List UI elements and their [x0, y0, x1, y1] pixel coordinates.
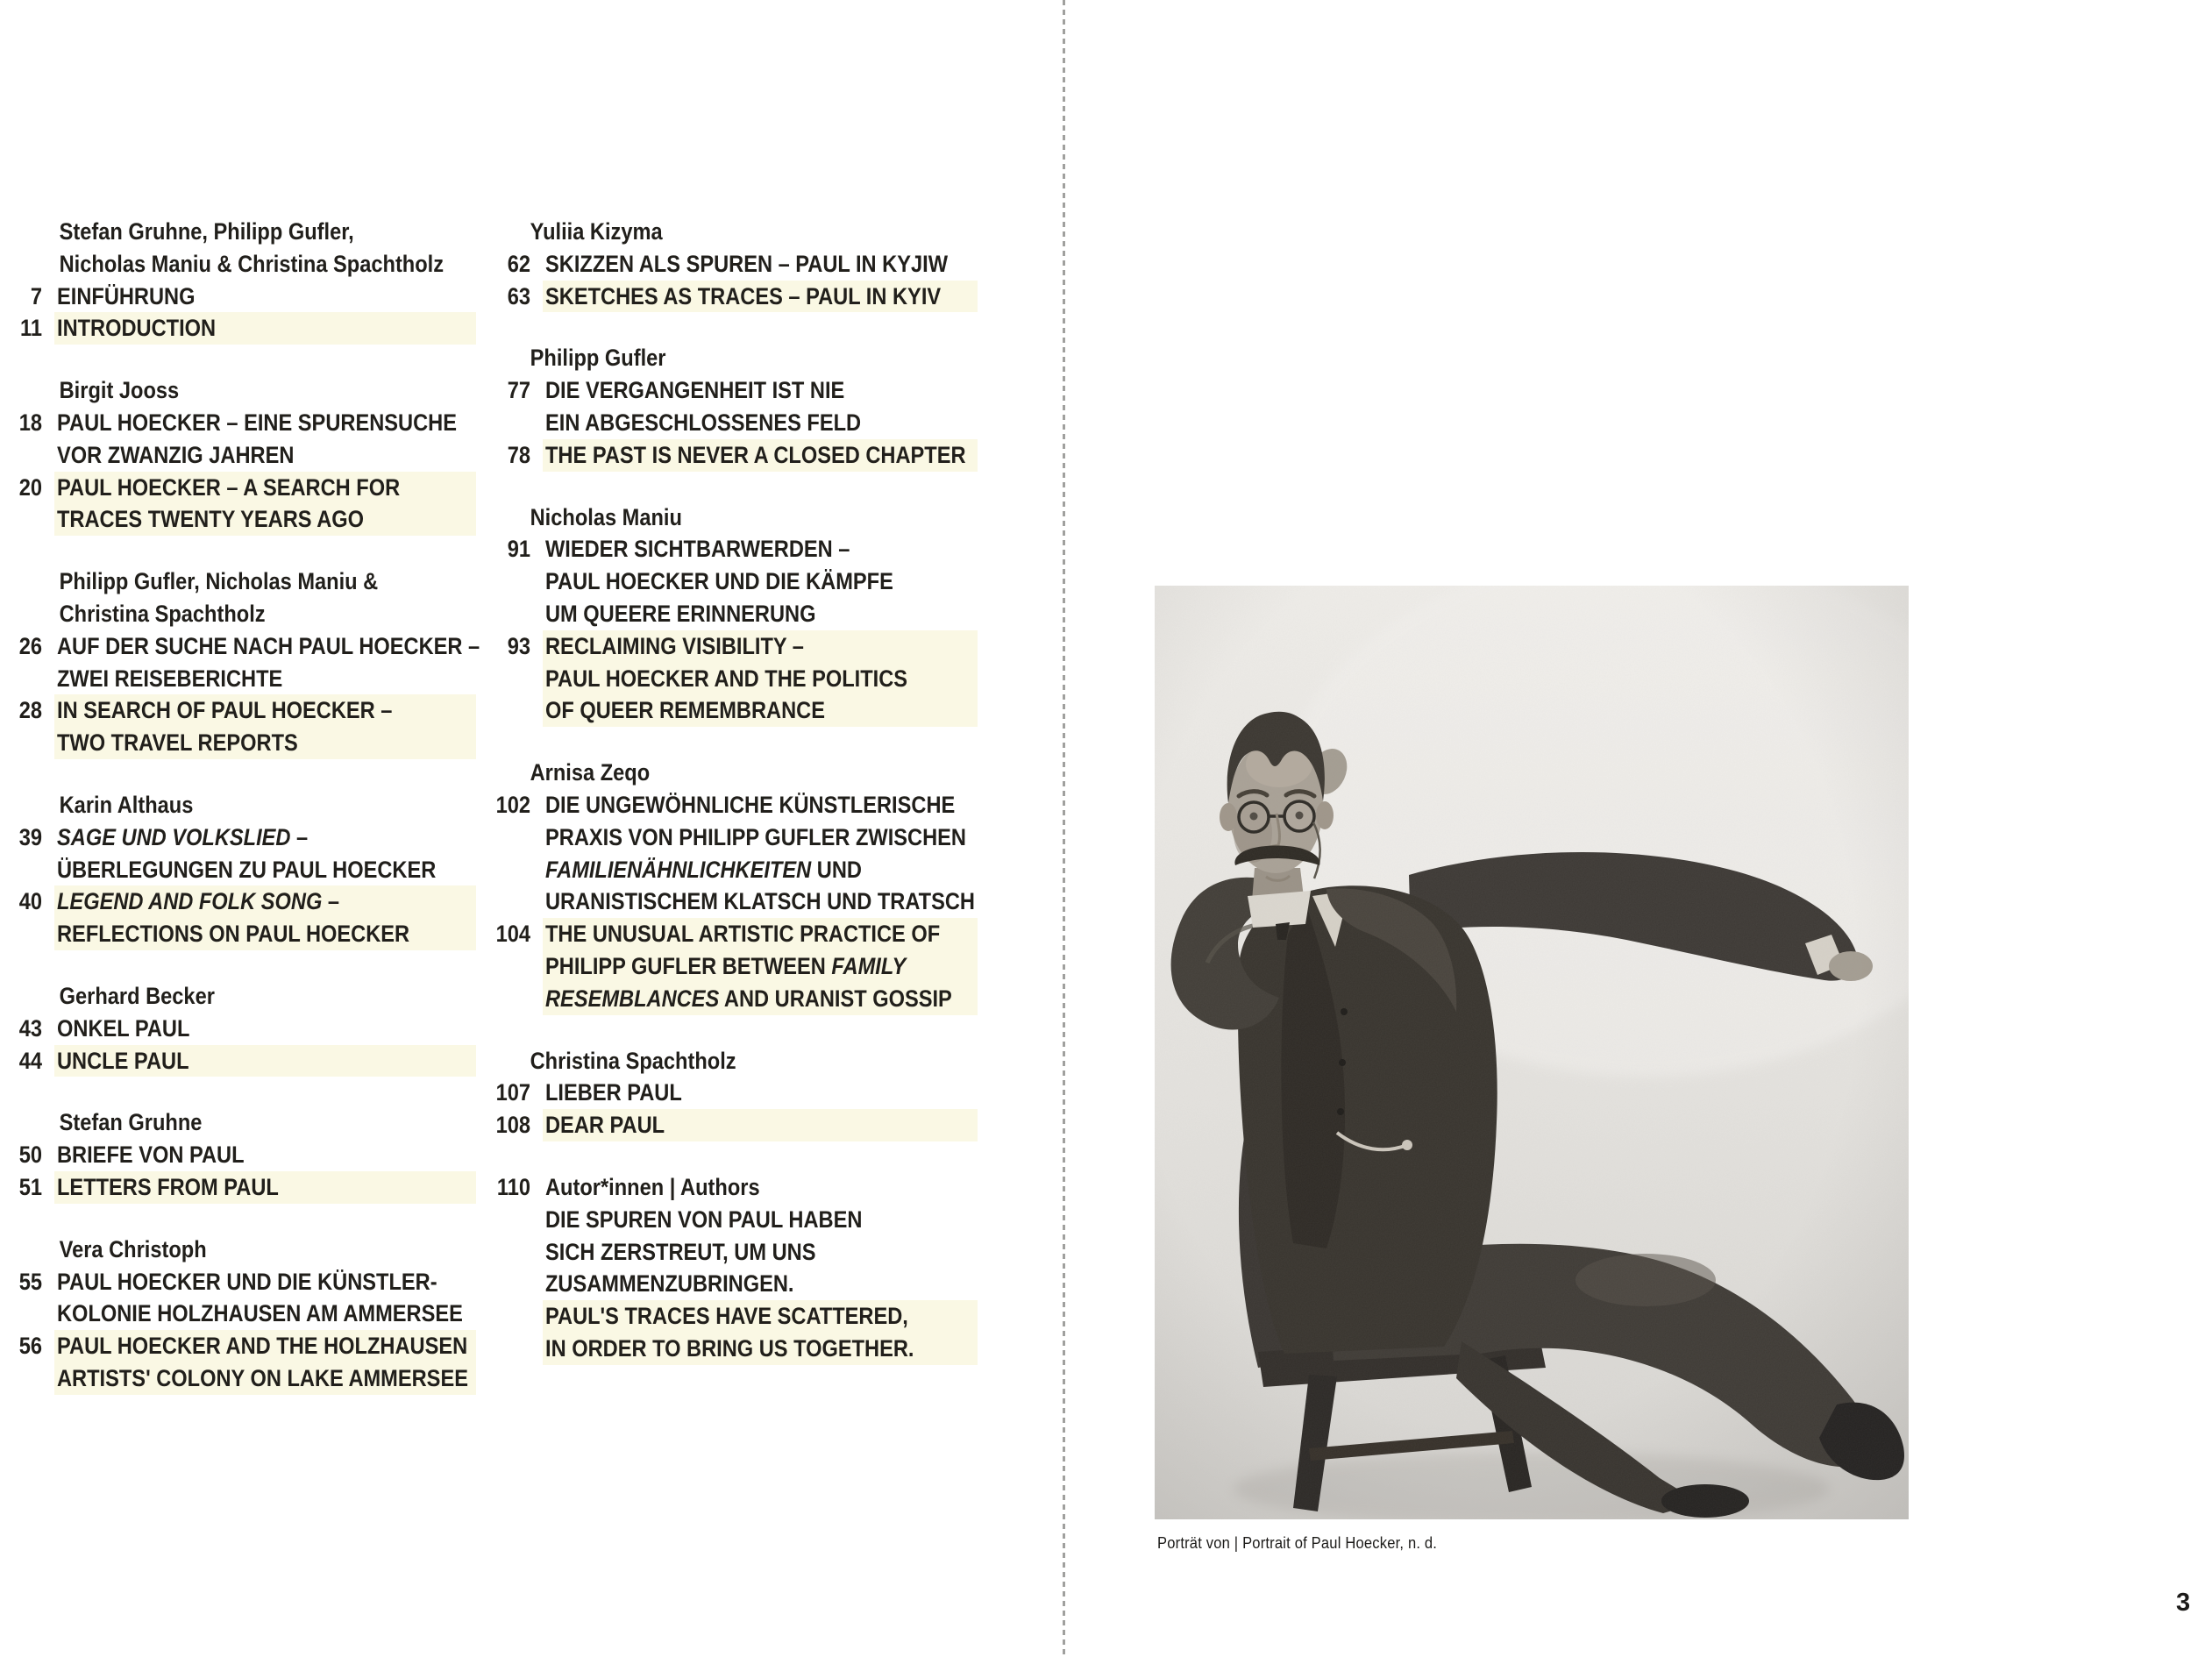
- toc-group: [7, 374, 477, 536]
- toc-title-line: LIEBER PAUL: [545, 1079, 682, 1106]
- toc-title-line: THE UNUSUAL ARTISTIC PRACTICE OF: [545, 921, 941, 948]
- toc-page-number: 7: [30, 282, 42, 309]
- toc-title: [543, 281, 978, 313]
- toc-title-line: ZWEI REISEBERICHTE: [57, 665, 283, 692]
- toc-group: [7, 565, 480, 759]
- toc-title-line: PAUL HOECKER AND THE HOLZHAUSEN: [57, 1333, 468, 1360]
- toc-title-line: ONKEL PAUL: [57, 1014, 190, 1042]
- toc-title: [543, 1077, 978, 1109]
- toc-entry: [7, 407, 477, 472]
- portrait-photo: [1155, 586, 1909, 1519]
- toc-author: Birgit Jooss: [59, 377, 180, 404]
- toc-entry: [478, 374, 979, 439]
- toc-author: Yuliia Kizyma: [530, 218, 663, 245]
- toc-page-number: 39: [18, 823, 42, 850]
- toc-title-line: DIE VERGANGENHEIT IST NIE: [545, 377, 845, 404]
- toc-entry: [7, 821, 477, 886]
- toc-page-number: 77: [507, 377, 530, 404]
- toc-entry: [7, 1013, 477, 1045]
- toc-title-line: PRAXIS VON PHILIPP GUFLER ZWISCHEN: [545, 823, 966, 850]
- toc-page-number: 56: [18, 1333, 42, 1360]
- toc-title-line: ZUSAMMENZUBRINGEN.: [545, 1270, 794, 1298]
- toc-entry: [478, 1109, 979, 1141]
- toc-title: [543, 1109, 978, 1141]
- toc-author: Philipp Gufler, Nicholas Maniu &: [59, 568, 379, 595]
- toc-page-number: 40: [18, 888, 42, 915]
- toc-title-line: DIE UNGEWÖHNLICHE KÜNSTLERISCHE: [545, 791, 956, 818]
- toc-title-line: SICH ZERSTREUT, UM UNS: [545, 1238, 816, 1265]
- toc-title-line: SKETCHES AS TRACES – PAUL IN KYIV: [545, 282, 942, 309]
- toc-column-2: [478, 216, 979, 1395]
- toc-title: [54, 407, 476, 472]
- toc-title-line: OF QUEER REMEMBRANCE: [545, 697, 825, 724]
- toc-group: [478, 757, 979, 1014]
- toc-entry: [7, 885, 477, 950]
- toc-title: [543, 248, 978, 281]
- toc-title-line: EIN ABGESCHLOSSENES FELD: [545, 409, 862, 436]
- toc-entry: [478, 1300, 979, 1365]
- toc-title: [54, 694, 476, 759]
- toc-title-line: PAUL HOECKER AND THE POLITICS: [545, 665, 908, 692]
- toc-title-line: BRIEFE VON PAUL: [57, 1141, 245, 1169]
- toc-title: [54, 1266, 476, 1331]
- toc-entry: [478, 1077, 979, 1109]
- toc-entry: [478, 533, 979, 629]
- toc-title-line: UM QUEERE ERINNERUNG: [545, 600, 816, 627]
- toc-title-line: IN SEARCH OF PAUL HOECKER –: [57, 697, 393, 724]
- toc-title-line: PAUL HOECKER – A SEARCH FOR: [57, 473, 401, 501]
- toc-title-line: URANISTISCHEM KLATSCH UND TRATSCH: [545, 888, 975, 915]
- toc-page-number: 51: [18, 1173, 42, 1200]
- toc-title-line: PAUL HOECKER – EINE SPURENSUCHE: [57, 409, 457, 436]
- toc-entry: [7, 1045, 477, 1077]
- toc-title-line: REFLECTIONS ON PAUL HOECKER: [57, 921, 410, 948]
- toc-title-line: ÜBERLEGUNGEN ZU PAUL HOECKER: [57, 856, 437, 883]
- toc-entry: [7, 1266, 477, 1331]
- toc-page-number: 28: [18, 697, 42, 724]
- toc-title-line: DEAR PAUL: [545, 1112, 665, 1139]
- toc-group: [478, 1171, 979, 1365]
- portrait-illustration: [1155, 586, 1909, 1519]
- toc-title: [54, 1139, 476, 1171]
- toc-title-line: SAGE UND VOLKSLIED –: [57, 823, 309, 850]
- toc-page-number: 50: [18, 1141, 42, 1169]
- toc-author: Nicholas Maniu: [530, 503, 682, 530]
- toc-page-number: 63: [507, 282, 530, 309]
- toc-title: [543, 374, 978, 439]
- toc-entry: [478, 281, 979, 313]
- toc-title: [543, 439, 978, 472]
- toc-title-line: PHILIPP GUFLER BETWEEN FAMILY: [545, 952, 907, 979]
- toc-group: [478, 216, 979, 312]
- toc-entry: [7, 1330, 477, 1395]
- toc-title-line: EINFÜHRUNG: [57, 282, 196, 309]
- toc-group: [478, 1045, 979, 1141]
- toc-page-number: 20: [18, 473, 42, 501]
- toc-title: [54, 885, 476, 950]
- toc-title: [54, 472, 476, 537]
- toc-entry: [478, 248, 979, 281]
- toc-title-line: THE PAST IS NEVER A CLOSED CHAPTER: [545, 441, 966, 468]
- toc-group: [478, 342, 979, 471]
- toc-page-number: 43: [18, 1014, 42, 1042]
- toc-title-line: PAUL HOECKER UND DIE KÜNSTLER-: [57, 1268, 437, 1295]
- toc-title: [54, 821, 476, 886]
- toc-title: [54, 281, 476, 313]
- toc-group: [478, 501, 979, 728]
- toc-title: [543, 789, 978, 918]
- toc-page-number: 93: [507, 632, 530, 659]
- toc-column-1: [7, 216, 480, 1425]
- toc-title-line: Autor*innen | Authors: [545, 1173, 760, 1200]
- toc-page-number: 104: [495, 921, 530, 948]
- toc-author: Vera Christoph: [59, 1235, 207, 1262]
- toc-entry: [7, 630, 480, 695]
- toc-title-line: INTRODUCTION: [57, 315, 217, 342]
- toc-title: [543, 1300, 978, 1365]
- toc-title-line: DIE SPUREN VON PAUL HABEN: [545, 1205, 863, 1233]
- photo-caption: Porträt von | Portrait of Paul Hoecker, n. d.: [1157, 1534, 1438, 1552]
- toc-page-number: 62: [507, 250, 530, 277]
- toc-page-number: 11: [20, 315, 42, 342]
- toc-author: Philipp Gufler: [530, 345, 666, 372]
- toc-title: [54, 1045, 476, 1077]
- toc-title-line: SKIZZEN ALS SPUREN – PAUL IN KYJIW: [545, 250, 948, 277]
- toc-entry: [7, 1171, 477, 1204]
- page-divider: [1063, 0, 1065, 1657]
- toc-entry: [478, 918, 979, 1014]
- toc-page-number: 78: [507, 441, 530, 468]
- toc-entry: [7, 281, 477, 313]
- toc-title-line: RESEMBLANCES AND URANIST GOSSIP: [545, 985, 952, 1012]
- toc-title-line: IN ORDER TO BRING US TOGETHER.: [545, 1334, 914, 1362]
- toc-title: [54, 630, 480, 695]
- toc-title-line: PAUL HOECKER UND DIE KÄMPFE: [545, 568, 893, 595]
- toc-page-number: 55: [18, 1268, 42, 1295]
- toc-author: Nicholas Maniu & Christina Spachtholz: [59, 250, 445, 277]
- toc-page-number: 107: [495, 1079, 530, 1106]
- toc-page-number: 44: [18, 1047, 42, 1074]
- toc-entry: [478, 630, 979, 727]
- toc-page-number: 110: [496, 1173, 530, 1200]
- toc-title-line: LETTERS FROM PAUL: [57, 1173, 279, 1200]
- toc-entry: [478, 439, 979, 472]
- toc-title-line: FAMILIENÄHNLICHKEITEN UND: [545, 856, 862, 883]
- toc-title: [54, 1013, 476, 1045]
- toc-title-line: ARTISTS' COLONY ON LAKE AMMERSEE: [57, 1364, 468, 1391]
- toc-group: [7, 1234, 477, 1395]
- toc-title: [54, 1330, 476, 1395]
- toc-entry: [478, 1171, 979, 1300]
- toc-author: Christina Spachtholz: [530, 1047, 736, 1074]
- toc-title-line: AUF DER SUCHE NACH PAUL HOECKER –: [57, 632, 480, 659]
- toc-title: [54, 1171, 476, 1204]
- toc-author: Arnisa Zeqo: [530, 759, 651, 786]
- toc-title: [543, 533, 978, 629]
- toc-group: [7, 216, 477, 345]
- toc-title-line: UNCLE PAUL: [57, 1047, 189, 1074]
- toc-group: [7, 789, 477, 950]
- toc-group: [7, 1106, 477, 1203]
- toc-title-line: VOR ZWANZIG JAHREN: [57, 441, 295, 468]
- toc-title-line: RECLAIMING VISIBILITY –: [545, 632, 804, 659]
- toc-author: Stefan Gruhne, Philipp Gufler,: [59, 218, 354, 245]
- toc-page-number: 26: [18, 632, 42, 659]
- toc-entry: [478, 789, 979, 918]
- toc-author: Christina Spachtholz: [59, 600, 266, 627]
- toc-entry: [7, 312, 477, 345]
- toc-title-line: PAUL'S TRACES HAVE SCATTERED,: [545, 1303, 908, 1330]
- toc-entry: [7, 472, 477, 537]
- toc-group: [7, 980, 477, 1077]
- page-number: 3: [2176, 1589, 2191, 1617]
- toc-title-line: TRACES TWENTY YEARS AGO: [57, 506, 365, 533]
- toc-page-number: 102: [495, 791, 530, 818]
- toc-title-line: LEGEND AND FOLK SONG –: [57, 888, 340, 915]
- toc-page-number: 91: [507, 536, 530, 563]
- toc-title-line: KOLONIE HOLZHAUSEN AM AMMERSEE: [57, 1300, 463, 1327]
- toc-page-number: 108: [495, 1112, 530, 1139]
- toc-author: Karin Althaus: [59, 791, 194, 818]
- toc-entry: [7, 694, 477, 759]
- toc-title: [54, 312, 476, 345]
- toc-page-number: 18: [18, 409, 42, 436]
- toc-title-line: WIEDER SICHTBARWERDEN –: [545, 536, 850, 563]
- toc-title-line: TWO TRAVEL REPORTS: [57, 729, 298, 757]
- toc-author: Stefan Gruhne: [59, 1109, 203, 1136]
- toc-entry: [7, 1139, 477, 1171]
- toc-author: Gerhard Becker: [59, 982, 215, 1009]
- toc-title: [543, 1171, 978, 1300]
- toc-title: [543, 630, 978, 727]
- toc-title: [543, 918, 978, 1014]
